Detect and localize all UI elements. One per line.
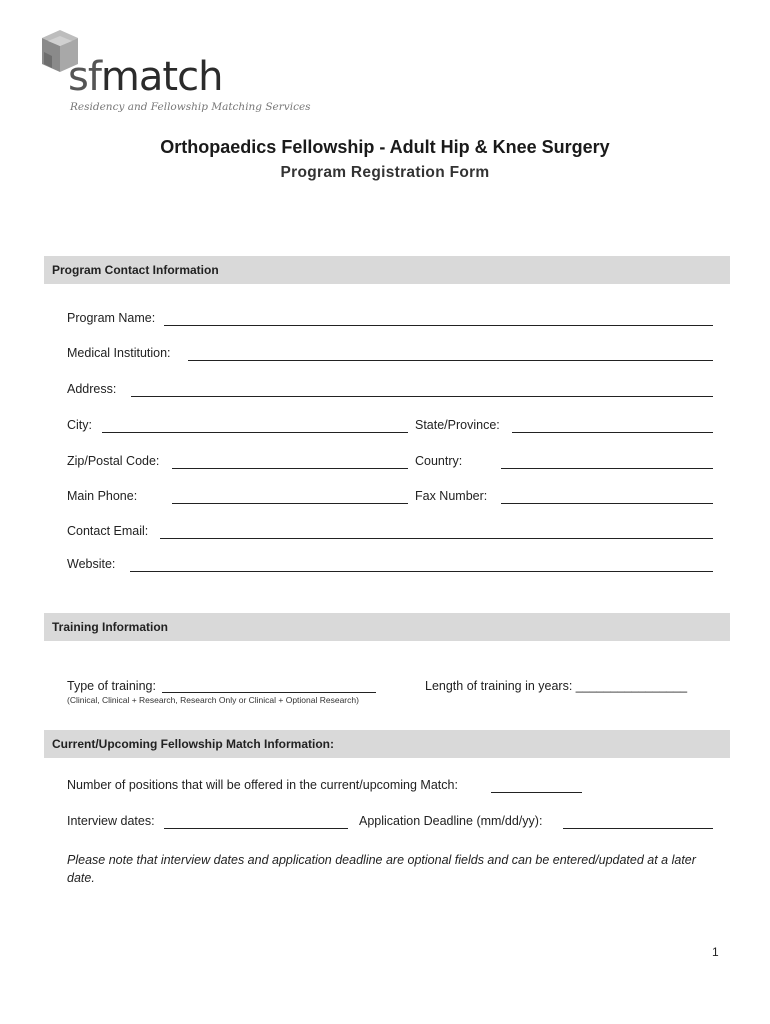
- program-name-field[interactable]: [164, 325, 713, 326]
- fax-field[interactable]: [501, 503, 713, 504]
- main-phone-label: Main Phone:: [67, 489, 138, 503]
- state-field[interactable]: [512, 432, 713, 433]
- positions-label: Number of positions that will be offered in the current/upcoming Match:: [67, 778, 458, 792]
- main-phone-field[interactable]: [172, 503, 408, 504]
- form-subtitle: Program Registration Form: [280, 164, 490, 181]
- city-label: City:: [67, 418, 92, 432]
- form-title: Orthopaedics Fellowship - Adult Hip & Knee Surgery: [160, 137, 610, 157]
- training-type-label: Type of training:: [67, 679, 156, 693]
- page-number: 1: [712, 945, 719, 959]
- address-label: Address:: [67, 382, 117, 396]
- logo-tagline: Residency and Fellowship Matching Services: [70, 101, 311, 113]
- positions-field[interactable]: [491, 792, 582, 793]
- optional-fields-note: Please note that interview dates and application deadline are optional fields and can be entered/updated at a later date.: [67, 853, 696, 885]
- interview-dates-field[interactable]: [164, 828, 348, 829]
- interview-dates-label: Interview dates:: [67, 814, 155, 828]
- country-field[interactable]: [501, 468, 713, 469]
- medical-institution-field[interactable]: [188, 360, 713, 361]
- section-header-contact: Program Contact Information: [44, 256, 730, 284]
- zip-label: Zip/Postal Code:: [67, 454, 160, 468]
- address-field[interactable]: [131, 396, 713, 397]
- section-header-training: Training Information: [44, 613, 730, 641]
- country-label: Country:: [415, 454, 463, 468]
- website-field[interactable]: [130, 571, 713, 572]
- zip-field[interactable]: [172, 468, 408, 469]
- program-name-label: Program Name:: [67, 311, 156, 325]
- fax-label: Fax Number:: [415, 489, 488, 503]
- application-deadline-field[interactable]: [563, 828, 713, 829]
- training-type-field[interactable]: [162, 692, 376, 693]
- website-label: Website:: [67, 557, 116, 571]
- training-type-hint: (Clinical, Clinical + Research, Research Only or Clinical + Optional Research): [67, 695, 359, 705]
- section-header-match: Current/Upcoming Fellowship Match Information:: [44, 730, 730, 758]
- training-length-label[interactable]: Length of training in years: ________________: [425, 679, 688, 693]
- contact-email-field[interactable]: [160, 538, 713, 539]
- state-label: State/Province:: [415, 418, 500, 432]
- sfmatch-logo-wordmark: sfmatch: [68, 54, 223, 100]
- contact-email-label: Contact Email:: [67, 524, 149, 538]
- city-field[interactable]: [102, 432, 408, 433]
- application-deadline-label: Application Deadline (mm/dd/yy):: [359, 814, 543, 828]
- medical-institution-label: Medical Institution:: [67, 346, 171, 360]
